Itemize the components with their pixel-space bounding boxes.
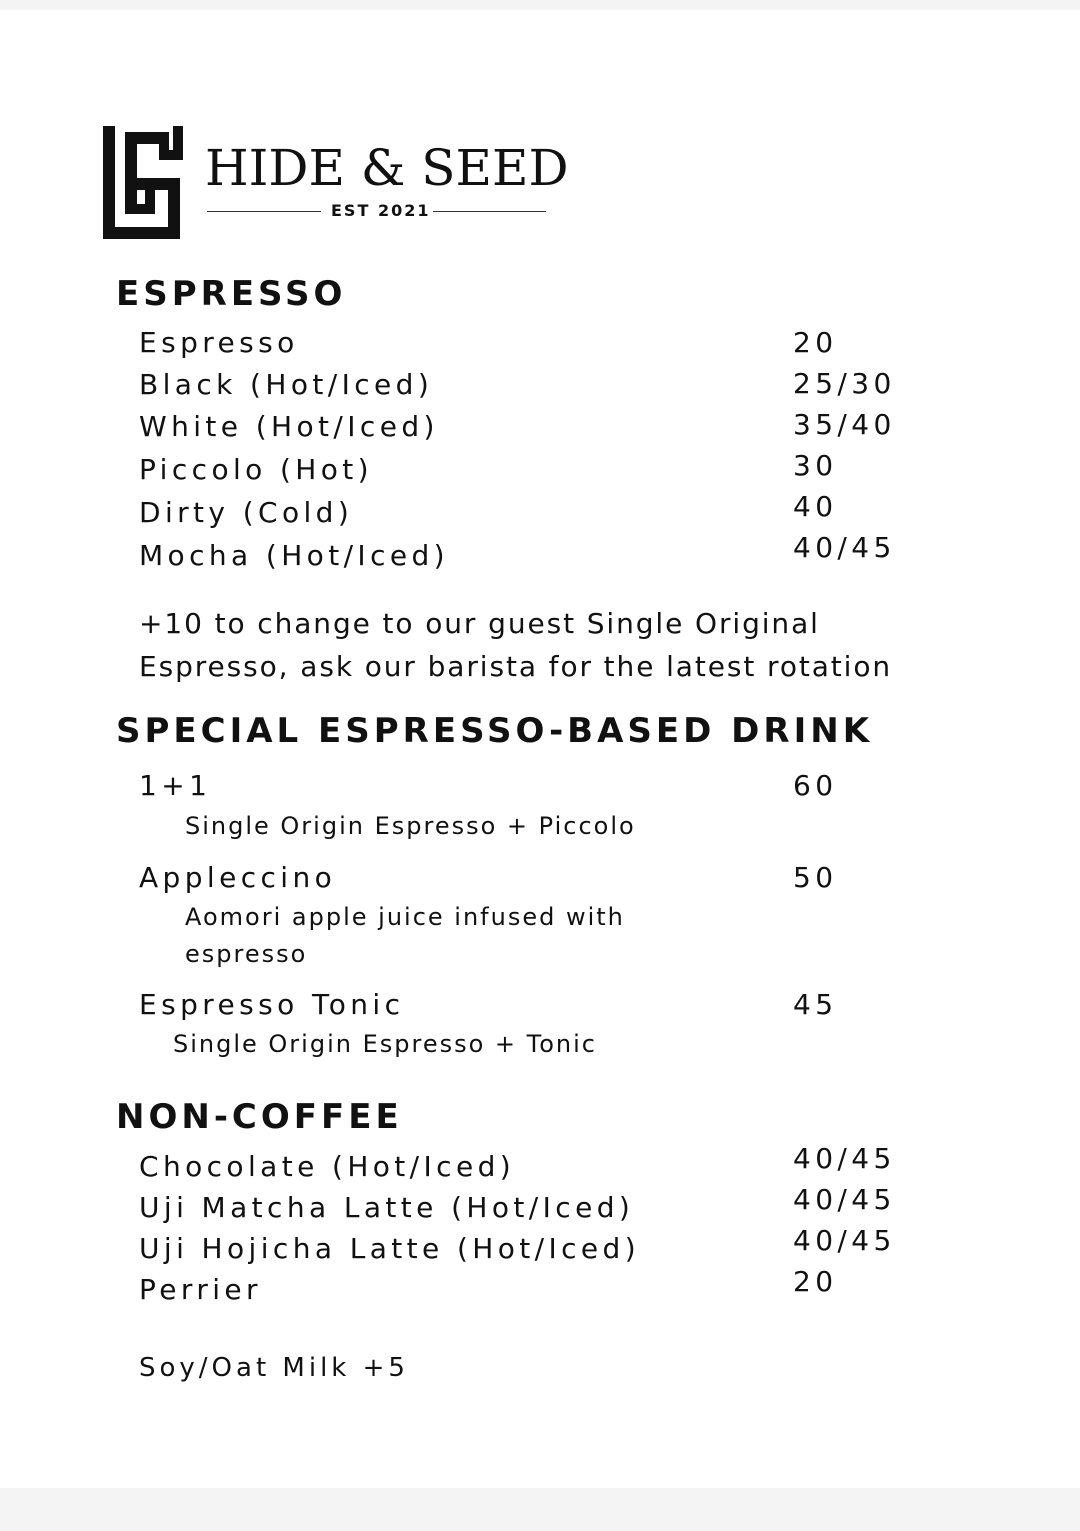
menu-item-name: Espresso Tonic bbox=[139, 988, 405, 1021]
menu-item-price: 40/45 bbox=[793, 1224, 896, 1257]
menu-item-price: 20 bbox=[793, 1265, 838, 1298]
menu-item-price: 40 bbox=[793, 490, 838, 523]
menu-item-description: espresso bbox=[185, 940, 308, 968]
espresso-note-line: +10 to change to our guest Single Original bbox=[139, 607, 820, 640]
section-title-espresso: ESPRESSO bbox=[116, 274, 347, 314]
menu-item-name: Black (Hot/Iced) bbox=[139, 368, 434, 401]
menu-item-price: 45 bbox=[793, 988, 838, 1021]
menu-item-name: Dirty (Cold) bbox=[139, 496, 354, 529]
menu-item-price: 40/45 bbox=[793, 1142, 896, 1175]
menu-item-name: Piccolo (Hot) bbox=[139, 453, 373, 486]
menu-item-description: Aomori apple juice infused with bbox=[185, 903, 625, 931]
menu-item-price: 25/30 bbox=[793, 367, 896, 400]
section-title-special: SPECIAL ESPRESSO-BASED DRINK bbox=[116, 711, 874, 751]
menu-item-price: 60 bbox=[793, 769, 838, 802]
milk-option-note: Soy/Oat Milk +5 bbox=[139, 1353, 409, 1383]
menu-item-price: 35/40 bbox=[793, 408, 896, 441]
menu-item-name: Chocolate (Hot/Iced) bbox=[139, 1150, 516, 1183]
menu-item-price: 40/45 bbox=[793, 531, 896, 564]
divider-right bbox=[433, 211, 546, 212]
menu-item-name: Perrier bbox=[139, 1273, 262, 1306]
menu-item-description: Single Origin Espresso + Piccolo bbox=[185, 812, 636, 840]
menu-item-price: 30 bbox=[793, 449, 838, 482]
menu-item-name: Appleccino bbox=[139, 861, 337, 894]
established-label: EST 2021 bbox=[331, 201, 431, 220]
divider-left bbox=[207, 211, 321, 212]
espresso-note-line: Espresso, ask our barista for the latest rotation bbox=[139, 650, 893, 683]
menu-item-price: 20 bbox=[793, 326, 838, 359]
menu-item-name: Espresso bbox=[139, 326, 299, 359]
menu-item-name: Mocha (Hot/Iced) bbox=[139, 539, 449, 572]
menu-item-price: 50 bbox=[793, 861, 838, 894]
menu-item-price: 40/45 bbox=[793, 1183, 896, 1216]
menu-item-name: Uji Matcha Latte (Hot/Iced) bbox=[139, 1191, 635, 1224]
menu-item-name: 1+1 bbox=[139, 769, 212, 802]
menu-item-name: Uji Hojicha Latte (Hot/Iced) bbox=[139, 1232, 641, 1265]
section-title-non-coffee: NON-COFFEE bbox=[116, 1097, 403, 1137]
menu-item-name: White (Hot/Iced) bbox=[139, 410, 439, 443]
hide-and-seed-logo-icon bbox=[103, 126, 183, 244]
menu-item-description: Single Origin Espresso + Tonic bbox=[173, 1030, 597, 1058]
brand-name: HIDE & SEED bbox=[205, 139, 569, 197]
